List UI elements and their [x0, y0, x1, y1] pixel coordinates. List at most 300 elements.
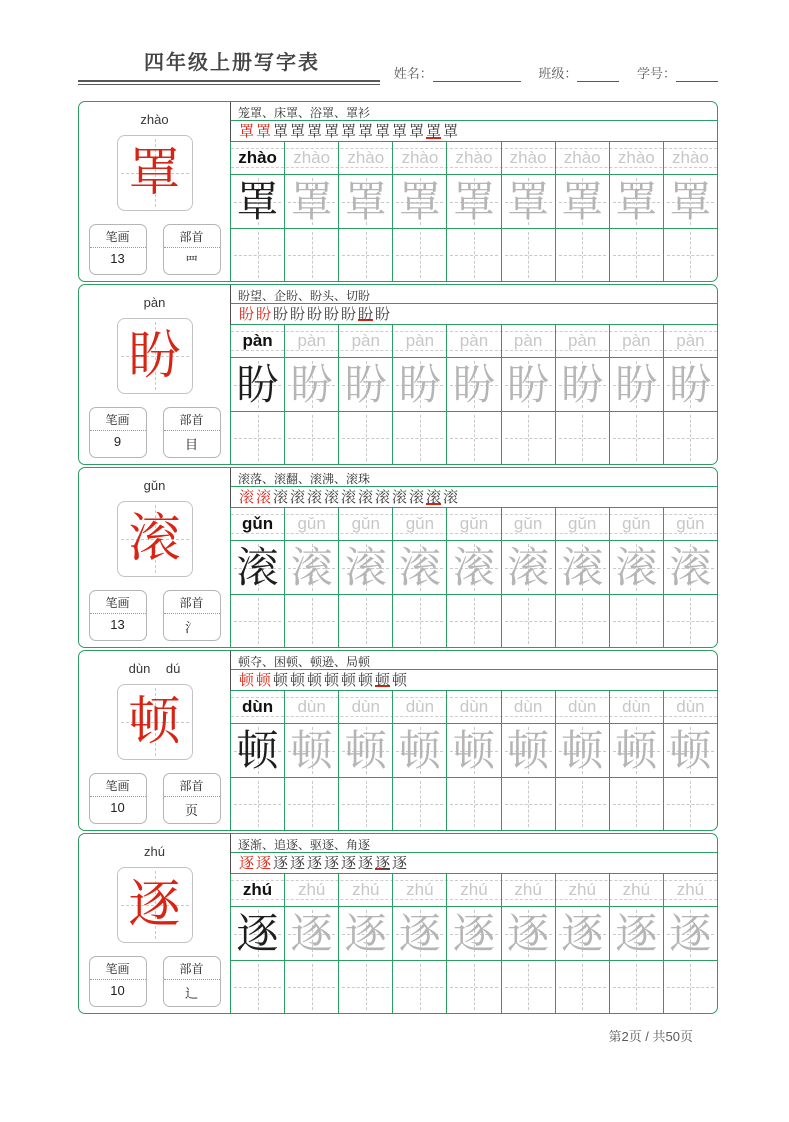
empty-cell	[231, 961, 285, 1013]
stroke-step	[290, 488, 306, 506]
char-cell	[610, 541, 664, 594]
practice-character: 罩	[561, 177, 604, 226]
empty-cell	[610, 961, 664, 1013]
char-row	[230, 907, 717, 961]
practice-character: 滚	[507, 543, 550, 592]
char-cell	[447, 358, 501, 411]
char-cell	[610, 724, 664, 777]
stroke-step-glyph: 逐	[307, 854, 323, 872]
practice-character: 顿	[290, 726, 333, 775]
pinyin-cell: pàn	[339, 325, 393, 357]
empty-cell	[393, 595, 447, 647]
cell-guide-v	[636, 781, 637, 827]
empty-cell	[610, 412, 664, 464]
pinyin-row	[230, 325, 717, 358]
empty-cell	[231, 229, 285, 281]
practice-character: 罩	[344, 177, 387, 226]
stroke-step	[239, 305, 255, 323]
empty-cell	[556, 229, 610, 281]
cell-guide-v	[312, 415, 313, 461]
practice-empty-row	[230, 595, 717, 647]
empty-cell	[664, 229, 717, 281]
stroke-step-glyph: 罩	[290, 122, 306, 140]
stroke-step	[307, 305, 323, 323]
stroke-step	[239, 854, 255, 872]
practice-character: 逐	[290, 909, 333, 958]
practice-grid	[230, 102, 717, 281]
char-cell	[393, 541, 447, 594]
stroke-step	[375, 306, 390, 323]
pinyin-cell: zhú	[339, 874, 393, 906]
stroke-step	[375, 672, 390, 687]
meta-row	[79, 224, 230, 275]
radical-value: 页	[184, 803, 198, 818]
stroke-step-glyph: 罩	[256, 122, 272, 140]
stroke-count-box	[89, 956, 147, 1007]
stroke-order-row	[230, 304, 717, 325]
char-cell	[610, 175, 664, 228]
practice-character: 逐	[615, 909, 658, 958]
pinyin-cell: gǔn	[285, 508, 339, 540]
pinyin-cell: zhào	[339, 142, 393, 174]
cell-guide-v	[420, 598, 421, 644]
meta-row	[79, 590, 230, 641]
stroke-step	[307, 854, 323, 872]
practice-empty-row	[230, 961, 717, 1013]
char-cell	[502, 724, 556, 777]
cell-guide-v	[474, 781, 475, 827]
cell-guide-v	[582, 232, 583, 278]
student-fields	[380, 63, 718, 85]
stroke-step-glyph: 罩	[409, 122, 425, 140]
stroke-step-glyph: 逐	[273, 854, 289, 872]
block-left-panel	[79, 285, 230, 464]
empty-cell	[285, 961, 339, 1013]
empty-cell	[664, 412, 717, 464]
cell-guide-v	[474, 598, 475, 644]
pinyin-row	[230, 142, 717, 175]
stroke-step	[324, 671, 340, 689]
cell-guide-v	[690, 781, 691, 827]
empty-cell	[393, 961, 447, 1013]
empty-cell	[285, 229, 339, 281]
cell-guide-v	[312, 781, 313, 827]
stroke-step-glyph: 盼	[290, 305, 306, 323]
words-row: 逐渐、追逐、驱逐、角逐	[230, 834, 717, 853]
class-field	[538, 66, 619, 81]
stroke-step-glyph: 顿	[392, 671, 408, 689]
cell-guide-v	[636, 964, 637, 1010]
stroke-step-glyph: 逐	[341, 854, 357, 872]
main-character: 逐	[128, 875, 181, 935]
stroke-count-label: 笔画	[90, 957, 146, 980]
char-row	[230, 358, 717, 412]
char-cell	[664, 724, 717, 777]
pinyin-cell: zhào	[231, 142, 285, 174]
cell-guide-v	[258, 232, 259, 278]
stroke-step	[290, 854, 306, 872]
main-character: 滚	[128, 509, 181, 569]
stroke-step	[273, 854, 289, 872]
cell-guide-v	[582, 781, 583, 827]
pinyin-cell: gǔn	[502, 508, 556, 540]
char-cell	[502, 358, 556, 411]
empty-cell	[339, 412, 393, 464]
pinyin-cell: pàn	[502, 325, 556, 357]
stroke-step	[256, 671, 272, 689]
empty-cell	[556, 412, 610, 464]
char-cell	[447, 541, 501, 594]
stroke-step-glyph: 滚	[256, 488, 272, 506]
stroke-step	[443, 123, 458, 140]
empty-cell	[231, 595, 285, 647]
stroke-step	[324, 854, 340, 872]
stroke-step	[273, 671, 289, 689]
char-cell	[664, 907, 717, 960]
stroke-step-glyph: 滚	[324, 488, 340, 506]
cell-guide-v	[258, 781, 259, 827]
stroke-step	[392, 488, 408, 506]
pinyin-label: pàn	[143, 295, 166, 310]
words-row: 盼望、企盼、盼头、切盼	[230, 285, 717, 304]
stroke-step	[307, 488, 323, 506]
practice-character: 逐	[452, 909, 495, 958]
stroke-count-label: 笔画	[90, 591, 146, 614]
practice-grid	[230, 285, 717, 464]
stroke-step	[256, 305, 272, 323]
char-cell	[664, 358, 717, 411]
block-left-panel	[79, 468, 230, 647]
cell-guide-v	[474, 415, 475, 461]
pinyin-cell: zhú	[502, 874, 556, 906]
stroke-step-glyph: 盼	[256, 305, 272, 323]
cell-guide-v	[636, 598, 637, 644]
stroke-step-glyph: 滚	[358, 488, 374, 506]
stroke-step	[409, 488, 425, 506]
empty-cell	[556, 778, 610, 830]
character-blocks	[78, 101, 718, 1014]
radical-box	[163, 224, 221, 275]
stroke-count-value: 13	[110, 251, 125, 266]
character-block	[78, 284, 718, 465]
pinyin-label: gǔn	[143, 478, 166, 493]
stroke-step-glyph: 逐	[324, 854, 340, 872]
empty-cell	[285, 778, 339, 830]
name-blank	[433, 69, 521, 82]
block-left-panel	[79, 651, 230, 830]
stroke-step	[239, 671, 255, 689]
stroke-count-box	[89, 773, 147, 824]
cell-guide-v	[366, 781, 367, 827]
pinyin-cell: zhú	[676, 880, 705, 899]
char-cell	[447, 175, 501, 228]
practice-character: 盼	[615, 360, 658, 409]
empty-cell	[447, 961, 501, 1013]
name-field	[394, 66, 521, 81]
cell-guide-v	[312, 232, 313, 278]
stroke-count-box	[89, 590, 147, 641]
empty-cell	[502, 595, 556, 647]
empty-cell	[664, 778, 717, 830]
stroke-step	[256, 488, 272, 506]
pinyin-cell: zhào	[671, 148, 709, 167]
practice-empty-row	[230, 778, 717, 830]
char-cell	[664, 541, 717, 594]
name-label: 姓名：	[393, 66, 433, 81]
empty-cell	[339, 595, 393, 647]
meta-row	[79, 407, 230, 458]
page-header	[0, 0, 789, 85]
stroke-step-glyph: 滚	[290, 488, 306, 506]
stroke-count-value: 9	[113, 434, 122, 449]
char-cell	[502, 541, 556, 594]
cell-guide-v	[582, 415, 583, 461]
practice-character: 顿	[561, 726, 604, 775]
practice-grid	[230, 468, 717, 647]
char-cell	[231, 907, 285, 960]
cell-guide-v	[528, 964, 529, 1010]
pinyin-cell: zhú	[393, 874, 447, 906]
pinyin-cell: zhào	[556, 142, 610, 174]
stroke-step	[256, 854, 272, 872]
cell-guide-v	[258, 415, 259, 461]
stroke-step-glyph: 逐	[375, 854, 391, 872]
cell-guide-v	[420, 964, 421, 1010]
practice-empty-row	[230, 229, 717, 281]
practice-character: 逐	[507, 909, 550, 958]
cell-guide-v	[420, 415, 421, 461]
stroke-step-glyph: 盼	[239, 305, 255, 323]
char-cell	[556, 541, 610, 594]
stroke-step-glyph: 顿	[341, 671, 357, 689]
cell-guide-v	[420, 781, 421, 827]
empty-cell	[393, 229, 447, 281]
pinyin-cell: zhào	[285, 142, 339, 174]
cell-guide-v	[690, 964, 691, 1010]
radical-label: 部首	[164, 591, 220, 614]
char-cell	[610, 907, 664, 960]
character-block	[78, 650, 718, 831]
pinyin-cell: zhào	[610, 142, 664, 174]
empty-cell	[231, 778, 285, 830]
stroke-count-label: 笔画	[90, 225, 146, 248]
stroke-step-glyph: 罩	[324, 122, 340, 140]
stroke-step	[341, 488, 357, 506]
pinyin-row	[230, 874, 717, 907]
stroke-step-glyph: 滚	[409, 488, 425, 506]
empty-cell	[610, 595, 664, 647]
practice-character: 顿	[669, 726, 712, 775]
pinyin-cell: zhú	[447, 874, 501, 906]
pinyin-cell: gǔn	[676, 514, 705, 533]
stroke-order-row	[230, 121, 717, 142]
stroke-step-glyph: 滚	[307, 488, 323, 506]
empty-cell	[447, 229, 501, 281]
practice-character: 滚	[236, 543, 279, 592]
id-field	[637, 66, 718, 81]
stroke-step	[375, 855, 390, 870]
cell-guide-v	[690, 598, 691, 644]
char-cell	[447, 724, 501, 777]
char-cell	[339, 907, 393, 960]
empty-cell	[447, 778, 501, 830]
char-cell	[502, 907, 556, 960]
empty-cell	[285, 595, 339, 647]
stroke-step-glyph: 滚	[341, 488, 357, 506]
char-cell	[285, 175, 339, 228]
stroke-step-glyph: 顿	[273, 671, 289, 689]
radical-box	[163, 956, 221, 1007]
stroke-step-glyph: 罩	[375, 122, 391, 140]
radical-box	[163, 590, 221, 641]
practice-character: 顿	[398, 726, 441, 775]
pinyin-row	[230, 691, 717, 724]
radical-label: 部首	[164, 225, 220, 248]
pinyin-cell: pàn	[556, 325, 610, 357]
stroke-count-box	[89, 224, 147, 275]
practice-character: 罩	[507, 177, 550, 226]
cell-guide-v	[312, 598, 313, 644]
empty-cell	[447, 595, 501, 647]
main-character: 罩	[128, 143, 181, 203]
practice-character: 顿	[507, 726, 550, 775]
stroke-step-glyph: 盼	[273, 305, 289, 323]
stroke-step	[324, 122, 340, 140]
pinyin-cell: dùn	[502, 691, 556, 723]
pinyin-cell: gǔn	[339, 508, 393, 540]
stroke-step-glyph: 罩	[443, 122, 459, 140]
main-character-box	[117, 135, 193, 211]
stroke-step	[358, 854, 374, 872]
radical-label: 部首	[164, 774, 220, 797]
pinyin-label: zhào	[140, 112, 169, 127]
char-cell	[556, 724, 610, 777]
empty-cell	[556, 961, 610, 1013]
practice-empty-row	[230, 412, 717, 464]
stroke-step	[273, 305, 289, 323]
stroke-step	[375, 488, 391, 506]
practice-character: 滚	[344, 543, 387, 592]
empty-cell	[231, 412, 285, 464]
radical-label: 部首	[164, 957, 220, 980]
pinyin-cell: dùn	[285, 691, 339, 723]
stroke-step-glyph: 逐	[358, 854, 374, 872]
stroke-count-label: 笔画	[90, 408, 146, 431]
page-title: 四年级上册写字表	[144, 52, 320, 74]
stroke-step	[239, 488, 255, 506]
stroke-step-glyph: 盼	[375, 305, 391, 323]
pinyin-cell: zhú	[231, 874, 285, 906]
radical-box	[163, 773, 221, 824]
char-cell	[339, 724, 393, 777]
char-cell	[339, 175, 393, 228]
pinyin-cell: zhào	[447, 142, 501, 174]
stroke-step-glyph: 顿	[290, 671, 306, 689]
practice-character: 盼	[398, 360, 441, 409]
cell-guide-v	[366, 415, 367, 461]
stroke-step	[307, 671, 323, 689]
char-cell	[339, 541, 393, 594]
cell-guide-v	[312, 964, 313, 1010]
stroke-step-glyph: 逐	[239, 854, 255, 872]
practice-character: 滚	[669, 543, 712, 592]
cell-guide-v	[258, 598, 259, 644]
char-cell	[556, 175, 610, 228]
practice-character: 罩	[398, 177, 441, 226]
stroke-step	[341, 305, 357, 323]
stroke-step-glyph: 滚	[375, 488, 391, 506]
main-character-box	[117, 501, 193, 577]
practice-character: 盼	[669, 360, 712, 409]
pinyin-label: dùn dú	[128, 661, 181, 676]
pinyin-cell: zhú	[556, 874, 610, 906]
practice-grid	[230, 651, 717, 830]
stroke-step	[426, 123, 441, 139]
page-footer	[78, 1026, 718, 1045]
stroke-step	[290, 305, 306, 323]
stroke-step	[358, 122, 374, 140]
pinyin-cell: pàn	[676, 331, 705, 350]
cell-guide-v	[528, 598, 529, 644]
char-row	[230, 541, 717, 595]
stroke-step-glyph: 罩	[307, 122, 323, 140]
pinyin-cell: dùn	[339, 691, 393, 723]
block-left-panel	[79, 102, 230, 281]
stroke-order-row	[230, 853, 717, 874]
stroke-count-value: 10	[110, 983, 125, 998]
char-cell	[502, 175, 556, 228]
char-cell	[231, 724, 285, 777]
class-blank	[577, 69, 619, 82]
empty-cell	[610, 778, 664, 830]
pinyin-cell: pàn	[231, 325, 285, 357]
words-row: 笼罩、床罩、浴罩、罩衫	[230, 102, 717, 121]
pinyin-cell: dùn	[556, 691, 610, 723]
block-left-panel	[79, 834, 230, 1013]
cell-guide-v	[366, 964, 367, 1010]
pinyin-cell: gǔn	[447, 508, 501, 540]
stroke-step	[290, 122, 306, 140]
char-cell	[447, 907, 501, 960]
practice-character: 顿	[615, 726, 658, 775]
pinyin-cell: gǔn	[610, 508, 664, 540]
meta-row	[79, 773, 230, 824]
pinyin-cell: dùn	[610, 691, 664, 723]
char-cell	[556, 907, 610, 960]
cell-guide-v	[636, 232, 637, 278]
pinyin-cell: zhú	[610, 874, 664, 906]
cell-guide-v	[528, 781, 529, 827]
pinyin-cell: dùn	[393, 691, 447, 723]
cell-guide-v	[582, 964, 583, 1010]
cell-guide-v	[474, 232, 475, 278]
practice-character: 罩	[452, 177, 495, 226]
pinyin-cell: dùn	[447, 691, 501, 723]
practice-character: 逐	[561, 909, 604, 958]
practice-character: 罩	[290, 177, 333, 226]
stroke-step	[256, 122, 272, 140]
practice-character: 滚	[615, 543, 658, 592]
stroke-step	[273, 122, 289, 140]
char-row	[230, 724, 717, 778]
empty-cell	[393, 412, 447, 464]
cell-guide-v	[690, 232, 691, 278]
cell-guide-v	[528, 415, 529, 461]
empty-cell	[664, 961, 717, 1013]
stroke-step-glyph: 顿	[324, 671, 340, 689]
class-label: 班级：	[538, 66, 578, 81]
practice-character: 罩	[615, 177, 658, 226]
